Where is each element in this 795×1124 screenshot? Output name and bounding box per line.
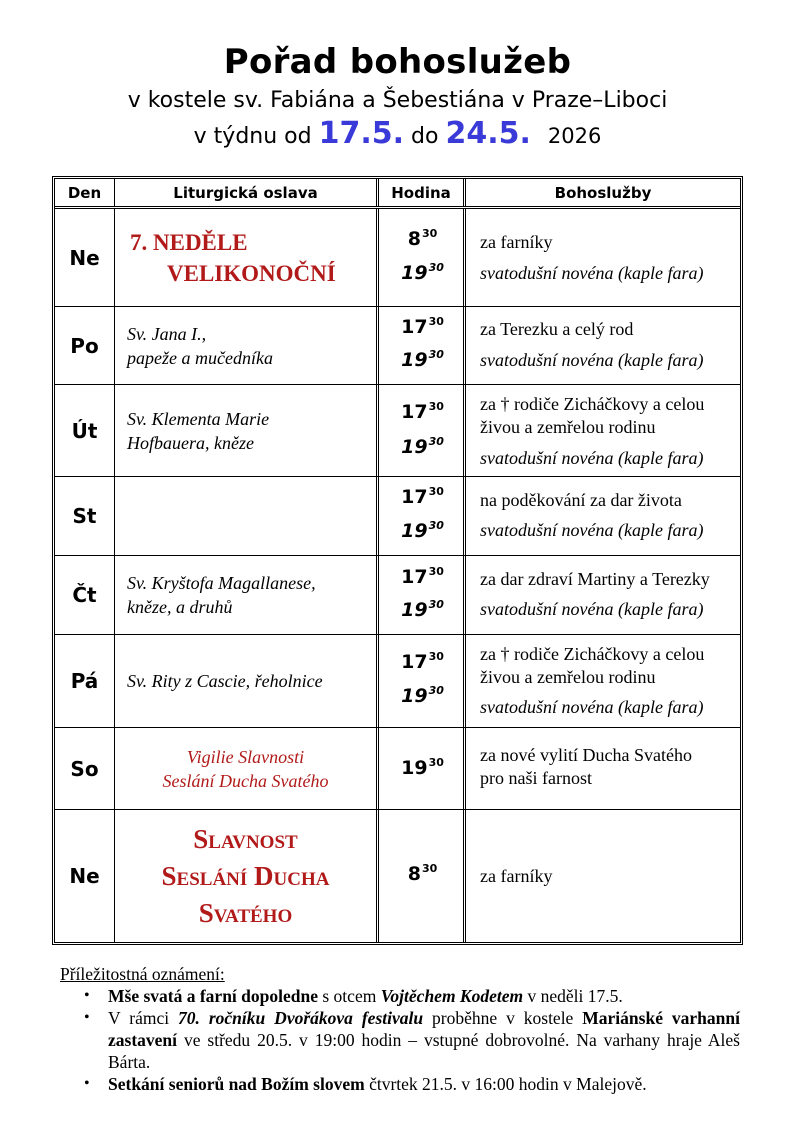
hour-cell [379,635,466,727]
services-cell [466,209,740,306]
notice-bold: Setkání seniorů nad Božím slovem [108,1074,365,1094]
table-row [55,556,740,635]
hour-cell [379,385,466,476]
hour-cell [379,477,466,555]
hour-cell [379,307,466,384]
mass-intention: svatodušní novéna (kaple fara) [480,599,704,619]
mass-intention: na poděkování za dar života [480,490,682,510]
mass-intention: za farníky [480,232,553,252]
time-1: $8^{30}$ [407,862,438,885]
liturgy-cell [115,209,379,306]
bullet-icon: • [84,1009,90,1026]
liturgy-line: kněze, a druhů [127,597,233,617]
liturgy-line: VELIKONOČNÍ [167,260,336,286]
time-2: $19^{30}$ [401,684,444,707]
liturgy-cell [115,385,379,476]
notices-list [60,985,740,1095]
day-cell: Pá [55,635,115,727]
notice-text: proběhne v kostele [423,1008,583,1028]
mass-intention: za † rodiče Zicháčkovy a celou [480,394,705,414]
time-2: $19^{30}$ [401,435,444,458]
time-2: $19^{30}$ [401,519,444,542]
notice-bold-italic: 70. ročníku Dvořákova festivalu [178,1008,424,1028]
time-1: $17^{30}$ [401,485,444,508]
church-subtitle: v kostele sv. Fabiána a Šebestiána v Praze–Liboci [127,88,668,113]
week-mid: do [411,124,439,149]
notices-title: Příležitostná oznámení: [60,964,225,984]
hour-cell [379,728,466,809]
liturgy-cell [115,728,379,809]
notice-text: s otcem [318,986,381,1006]
mass-intention: živou a zemřelou rodinu [480,417,656,437]
liturgy-line: Sv. Klementa Marie [127,408,270,429]
mass-intention: za nové vylití Ducha Svatého [480,745,692,765]
liturgy-line: papeže a mučedníka [127,347,273,368]
table-row [55,635,740,728]
services-cell [466,385,740,476]
liturgy-line: Hofbauera, kněze [127,432,254,453]
col-header-hour: Hodina [379,179,466,206]
day-cell: Ne [55,810,115,942]
liturgy-cell [115,810,379,942]
page-title: Pořad bohoslužeb [223,42,572,82]
time-1: $8^{30}$ [407,227,438,250]
services-cell [466,810,740,942]
services-cell [466,307,740,384]
schedule-table [52,176,743,945]
liturgy-line: Svatého [198,897,293,928]
mass-intention: za † rodiče Zicháčkovy a celou [480,644,705,664]
time-1: $17^{30}$ [401,400,444,423]
services-cell [466,556,740,634]
liturgy-cell [115,477,379,555]
notice-text: ve středu 20.5. v 19:00 hodin – vstupné dobrovolné. Na varhany hraje Aleš Bárta. [108,1030,740,1072]
day-cell: Po [55,307,115,384]
table-row [55,307,740,385]
mass-intention: za dar zdraví Martiny a Terezky [480,569,710,589]
notice-item [60,1073,740,1095]
notice-text: v neděli 17.5. [523,986,623,1006]
col-header-day: Den [55,179,115,206]
time-2: $19^{30}$ [401,598,444,621]
liturgy-line: Seslání Ducha [161,860,330,891]
time-1: $17^{30}$ [401,565,444,588]
table-row [55,810,740,942]
liturgy-cell [115,556,379,634]
mass-intention: pro naši farnost [480,768,592,788]
notice-item [60,985,740,1007]
table-header [55,179,740,209]
notice-item [60,1007,740,1073]
bullet-icon: • [84,987,90,1004]
col-header-services: Bohoslužby [554,184,652,202]
notice-bold: Mariánské varhanní zastavení [108,1008,740,1050]
services-cell [466,477,740,555]
col-header-liturgy: Liturgická oslava [115,179,379,206]
liturgy-line: Slavnost [193,823,298,854]
day-cell: So [55,728,115,809]
time-2: $19^{30}$ [401,261,444,284]
liturgy-line: Sv. Rity z Cascie, řeholnice [127,671,323,691]
notice-bold: Mše svatá a farní dopoledne [108,986,318,1006]
year: 2026 [547,124,602,148]
notice-bold-italic: Vojtěchem Kodetem [380,986,524,1006]
mass-intention: svatodušní novéna (kaple fara) [480,263,704,283]
liturgy-line: Seslání Ducha Svatého [162,770,329,791]
day-cell: Út [55,385,115,476]
services-cell [466,635,740,727]
notice-text: V rámci [108,1008,179,1028]
liturgy-cell [115,307,379,384]
services-cell [466,728,740,809]
notice-text: čtvrtek 21.5. v 16:00 hodin v Malejově. [364,1074,647,1094]
table-row [55,477,740,556]
liturgy-line: Sv. Kryštofa Magallanese, [127,573,316,593]
hour-cell [379,209,466,306]
mass-intention: za farníky [480,866,553,886]
mass-intention: svatodušní novéna (kaple fara) [480,448,704,468]
mass-intention: svatodušní novéna (kaple fara) [480,350,704,370]
week-prefix: v týdnu od [193,124,312,149]
mass-intention: za Terezku a celý rod [480,319,634,339]
day-cell: St [55,477,115,555]
date-from: 17.5. [318,116,405,151]
time-1: $17^{30}$ [401,650,444,673]
mass-intention: svatodušní novéna (kaple fara) [480,697,704,717]
liturgy-line: Vigilie Slavnosti [186,746,305,767]
mass-intention: živou a zemřelou rodinu [480,667,656,687]
time-1: $19^{30}$ [401,756,444,779]
hour-cell [379,810,466,942]
notices-section [60,963,740,1095]
week-range [0,116,795,151]
time-2: $19^{30}$ [401,348,444,371]
table-row [55,728,740,810]
liturgy-line: 7. NEDĚLE [130,229,248,255]
table-row [55,209,740,307]
day-cell: Ne [55,209,115,306]
time-1: $17^{30}$ [401,315,444,338]
date-to: 24.5. [445,116,531,151]
table-row [55,385,740,477]
liturgy-line: Sv. Jana I., [127,323,207,344]
mass-intention: svatodušní novéna (kaple fara) [480,520,704,540]
hour-cell [379,556,466,634]
liturgy-cell [115,635,379,727]
day-cell: Čt [55,556,115,634]
bullet-icon: • [84,1075,90,1092]
